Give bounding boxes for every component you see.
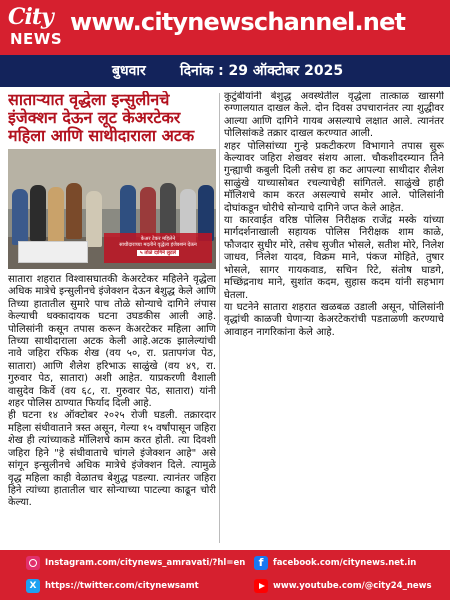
instagram-url: Instagram.com/citynews_amravati/?hl=en — [45, 558, 246, 568]
photo-caption-line: साथीदाराच्या मदतीने वृद्धेला इंजेक्शन देऊन — [119, 242, 197, 248]
facebook-link[interactable] — [254, 554, 416, 572]
photo-person — [160, 183, 176, 239]
instagram-icon — [26, 556, 40, 570]
youtube-icon — [254, 579, 268, 593]
youtube-link[interactable] — [254, 577, 432, 595]
social-footer — [0, 550, 450, 600]
photo-person — [86, 191, 102, 247]
paragraph: या घटनेने सातारा शहरात खळबळ उडाली असून, पोलिसांनी वृद्धांची काळजी घेणाऱ्या केअरटेकरांची पडताळणी करण्याचे आवाहन नागरिकांना केले आहे. — [224, 301, 444, 338]
paragraph: शहर पोलिसांच्या गुन्हे प्रकटीकरण विभागाने तपास सुरू केल्यावर जहिरा शेखवर संशय आला. चौकशीदरम्यान तिने गुन्ह्याची कबुली दिली तसेच हा कट आपल्या साथीदार शैलेश साळुंखे याच्यासोबत रचल्याचेही सांगितले. साळुंखे हाही मॉलिशचे काम करत असल्याचे समोर आले. पोलिसांनी दोघांकडून चोरीचे सोन्याचे दागिने जप्त केले आहेत. — [224, 140, 444, 214]
article — [0, 87, 450, 550]
photo-person — [48, 187, 64, 243]
article-headline: साताऱ्यात वृद्धेला इन्सुलीनचे इंजेक्शन देऊन लूट केअरटेकर महिला आणि साथीदाराला अटक — [8, 91, 195, 145]
site-url[interactable]: www.citynewschannel.net — [70, 8, 406, 36]
article-left-column — [8, 91, 216, 547]
photo-caption-line: केअर टेकर महिलेने — [140, 236, 176, 242]
site-header — [0, 0, 450, 55]
date-label: दिनांक : 29 ऑक्टोबर 2025 — [180, 63, 344, 79]
photo-person — [66, 183, 82, 239]
day-label: बुधवार — [112, 63, 146, 79]
photo-person — [30, 185, 46, 241]
twitter-link[interactable] — [26, 577, 199, 595]
paragraph: कुटुंबीयांनी बेशुद्ध अवस्थेतील वृद्धेला तात्काळ खासगी रुग्णालयात दाखल केले. दोन दिवस उपचारानंतर त्या शुद्धीवर आल्या आणि दागिने गायब असल्याचे लक्षात आले. त्यानंतर पोलिसांकडे तक्रार दाखल करण्यात आली. — [224, 91, 444, 140]
instagram-link[interactable] — [26, 554, 245, 572]
photo-caption-highlight: ५ तोळे दागिने लुटले — [137, 250, 179, 256]
logo-news-text: NEWS — [10, 30, 63, 48]
youtube-url: www.youtube.com/@city24_news — [273, 581, 432, 591]
article-body-right — [224, 91, 444, 339]
facebook-icon: f — [254, 556, 268, 570]
paragraph: ही घटना १४ ऑक्टोबर २०२५ रोजी घडली. तक्रारदार महिला संधीवाताने त्रस्त असून, गेल्या १५ वर्षांपासून जहिरा शेख ही त्यांच्याकडे मॉलिशचे काम करत होती. त्या दिवशी जहिरा हिने "हे संधीवाताचे चांगले इंजेक्शन आहे" असे सांगून इन्सुलीनचे अधिक मात्रेचे इंजेक्शन दिले. त्यामुळे वृद्ध महिला काही वेळातच बेशुद्ध पडल्या. त्यानंतर जहिरा हिने त्यांच्या हातातील चार सोन्याच्या पाटल्या काढून चोरी केल्या. — [8, 410, 216, 509]
city-news-logo[interactable] — [6, 4, 68, 51]
photo-caption — [104, 233, 212, 263]
column-divider — [219, 93, 220, 543]
facebook-url: facebook.com/citynews.net.in — [273, 558, 417, 568]
paragraph: सातारा शहरात विश्वासघातकी केअरटेकर महिलेने वृद्धेला अधिक मात्रेचे इन्सुलीनचे इंजेक्शन देऊन बेशुद्ध केले आणि तिच्या हातातील सुमारे पाच तोळे सोन्याचे दागिने लंपास केल्याची धक्कादायक घटना उघडकीस आली आहे. पोलिसांनी कसून तपास करून केअरटेकर महिला आणि तिच्या साथीदाराला अटक केली आहे.अटक झालेल्यांची नावे जहिरा रफिक शेख (वय ५०, रा. प्रतापगंज पेठ, सातारा) आणि शैलेश हरिभाऊ साळुंखे (वय ४९, रा. गुरुवार पेठ, सातारा) अशी आहेत. याप्रकरणी वैशाली वासुदेव किर्वे (वय ६८, रा. गुरुवार पेठ, सातारा) यांनी शहर पोलिस ठाण्यात फिर्याद दिली आहे. — [8, 274, 216, 410]
news-photo — [8, 149, 216, 269]
date-bar — [0, 55, 450, 87]
logo-city-text: City — [8, 4, 53, 30]
photo-person — [12, 189, 28, 245]
twitter-url: https://twitter.com/citynewsamt — [45, 581, 199, 591]
twitter-icon: X — [26, 579, 40, 593]
paragraph: या कारवाईत वरिष्ठ पोलिस निरीक्षक राजेंद्र मस्के यांच्या मार्गदर्शनाखाली सहायक पोलिस निरीक्षक शाम काळे, फौजदार सुधीर मोरे, तसेच सुजीत भोसले, सतीश मोरे, निलेश जाधव, निलेश यादव, विक्रम माने, पंकज मोहिते, तुषार भोसले, सागर गायकवाड, सचिन रिटे, संतोष घाडगे, मच्छिंद्रनाथ माने, सुशांत कदम, सुहास कदम यांनी सहभाग घेतला. — [224, 215, 444, 301]
article-right-column — [224, 91, 444, 547]
photo-table — [18, 241, 88, 263]
article-body-left — [8, 274, 216, 510]
